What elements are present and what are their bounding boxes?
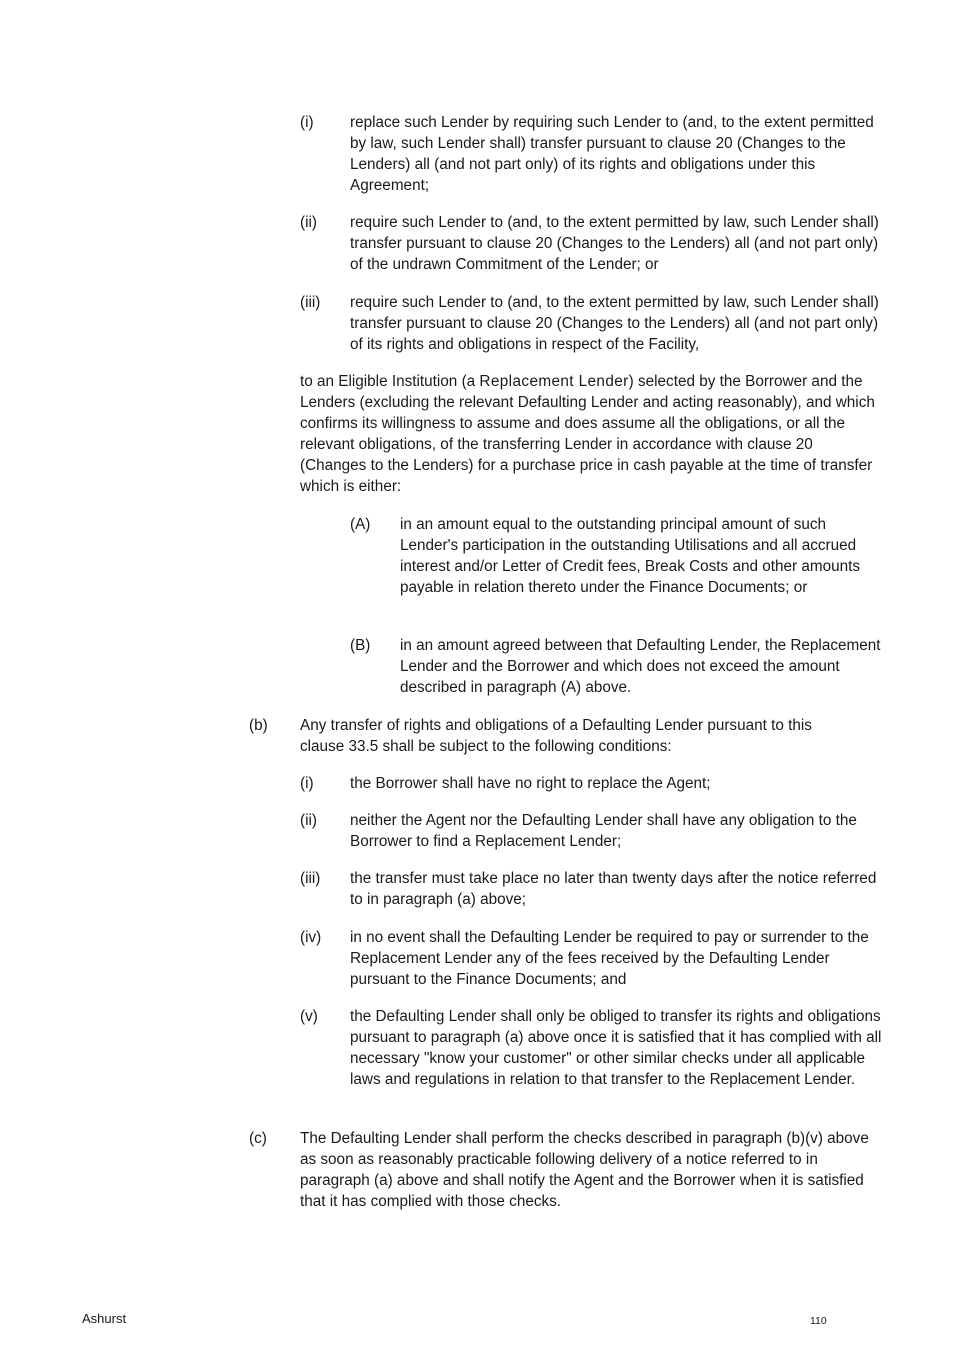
paragraph-text: Any transfer of rights and obligations of a Defaulting Lender pursuant to this clause 33.5 shall be subject to the following conditions: bbox=[300, 717, 812, 755]
transfer-text-after: ) selected by the Borrower and the Lenders (excluding the relevant Defaulting Lender and acting reasonably), and which confirms its willingness to assume and does assume all the obligations, or all the relevant obligations, of the transferring Lender in accordance with clause 20 (Changes to the Lenders) for a purchase price in cash payable at the time of transfer which is either: bbox=[300, 373, 875, 495]
paragraph-text: The Defaulting Lender shall perform the checks described in paragraph (b)(v) above as soon as reasonably practicable following delivery of a notice referred to in paragraph (a) above and shall notify the Agent and the Borrower when it is satisfied that it has complied with those checks. bbox=[300, 1130, 869, 1210]
transfer-text-before: to an Eligible Institution (a bbox=[300, 373, 480, 390]
item-label: (ii) bbox=[300, 812, 317, 829]
item-text: in an amount agreed between that Defaulting Lender, the Replacement Lender and the Borrower and which does not exceed the amount described in paragraph (A) above. bbox=[400, 637, 881, 696]
item-text: in an amount equal to the outstanding principal amount of such Lender's participation in the outstanding Utilisations and all accrued interest and/or Letter of Credit fees, Break Costs and other amounts payable in relation thereto under the Finance Documents; or bbox=[400, 516, 860, 596]
item-label: (iii) bbox=[300, 870, 321, 887]
item-label: (i) bbox=[300, 114, 314, 131]
item-text: replace such Lender by requiring such Lender to (and, to the extent permitted by law, such Lender shall) transfer pursuant to clause 20 (Changes to the Lenders) all (and not part only) of its rights and obligations under this Agreement; bbox=[350, 114, 874, 194]
paragraph-b bbox=[249, 715, 854, 757]
item-label: (A) bbox=[350, 516, 371, 533]
item-label: (i) bbox=[300, 775, 314, 792]
item-label: (iii) bbox=[300, 294, 321, 311]
list-item-price-a bbox=[350, 514, 885, 598]
item-label: (v) bbox=[300, 1008, 318, 1025]
paragraph-label: (b) bbox=[249, 717, 268, 734]
condition-item-iii bbox=[300, 868, 885, 910]
condition-item-v bbox=[300, 1006, 885, 1090]
item-text: neither the Agent nor the Defaulting Lender shall have any obligation to the Borrower to find a Replacement Lender; bbox=[350, 812, 857, 850]
item-label: (ii) bbox=[300, 214, 317, 231]
footer-page-number: 110 bbox=[810, 1315, 827, 1327]
transfer-paragraph bbox=[300, 371, 878, 497]
item-text: the Borrower shall have no right to replace the Agent; bbox=[350, 775, 711, 792]
item-text: in no event shall the Defaulting Lender be required to pay or surrender to the Replacement Lender any of the fees received by the Defaulting Lender pursuant to the Finance Documents; and bbox=[350, 929, 869, 988]
list-item-top-ii bbox=[300, 212, 885, 275]
list-item-top-i bbox=[300, 112, 885, 196]
footer-firm-name: Ashurst bbox=[82, 1311, 127, 1326]
item-text: the transfer must take place no later than twenty days after the notice referred to in paragraph (a) above; bbox=[350, 870, 877, 908]
list-item-price-b bbox=[350, 635, 885, 698]
defined-term: Replacement Lender bbox=[479, 373, 629, 390]
item-text: the Defaulting Lender shall only be obliged to transfer its rights and obligations pursuant to paragraph (a) above once it is satisfied that it has complied with all necessary "know your customer" or other similar checks under all applicable laws and regulations in relation to that transfer to the Replacement Lender. bbox=[350, 1008, 882, 1088]
item-text: require such Lender to (and, to the extent permitted by law, such Lender shall) transfer pursuant to clause 20 (Changes to the Lenders) all (and not part only) of its rights and obligations in respect of the Facility, bbox=[350, 294, 879, 353]
item-text: require such Lender to (and, to the extent permitted by law, such Lender shall) transfer pursuant to clause 20 (Changes to the Lenders) all (and not part only) of the undrawn Commitment of the Lender; or bbox=[350, 214, 879, 273]
list-item-top-iii bbox=[300, 292, 885, 355]
condition-item-iv bbox=[300, 927, 885, 990]
paragraph-label: (c) bbox=[249, 1130, 267, 1147]
item-label: (B) bbox=[350, 637, 371, 654]
condition-item-ii bbox=[300, 810, 885, 852]
item-label: (iv) bbox=[300, 929, 322, 946]
condition-item-i bbox=[300, 773, 885, 794]
paragraph-c bbox=[249, 1128, 885, 1212]
